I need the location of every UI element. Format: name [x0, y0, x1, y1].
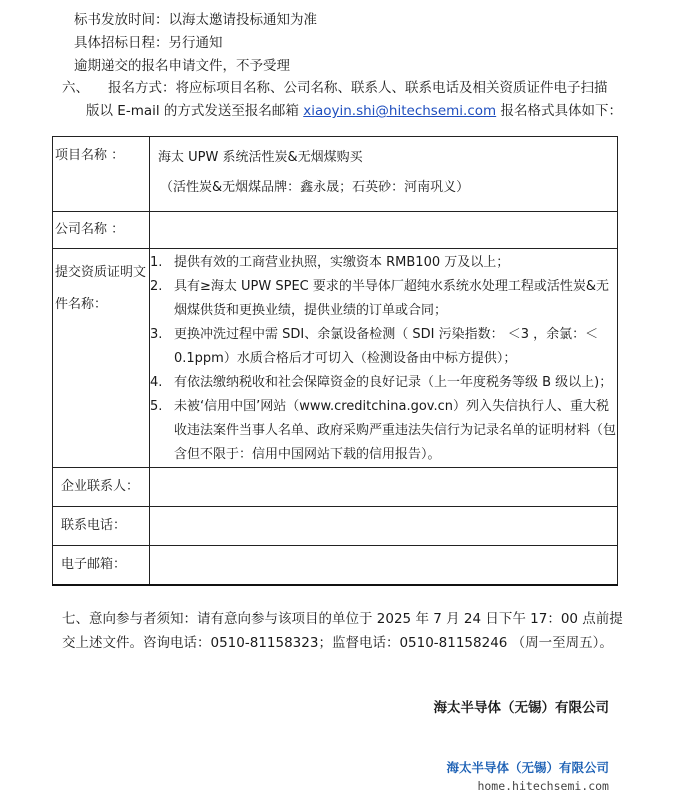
- requirement-item: 4. 有依法缴纳税收和社会保障资金的良好记录（上一年度税务等级 B 级以上)；: [150, 375, 613, 390]
- notice-line2: 交上述文件。咨询电话：0510-81158323；监督电话：0510-81158246 （周一至周五）。: [62, 635, 613, 651]
- section-6-line2-prefix: 版以 E-mail 的方式发送至报名邮箱: [86, 103, 299, 119]
- company-value-field[interactable]: [150, 212, 618, 249]
- documents-label: 提交资质证明文件名称：: [55, 265, 147, 312]
- registration-email-link[interactable]: xiaoyin.shi@hitechsemi.com: [303, 103, 497, 119]
- phone-label-cell: [53, 507, 150, 546]
- footer-website[interactable]: home.hitechsemi.com: [477, 779, 609, 793]
- section-6-number: 六、: [62, 80, 89, 96]
- form-row-email: [53, 546, 618, 586]
- form-row-documents: [53, 249, 618, 468]
- documents-label-cell: [53, 249, 150, 468]
- footer-company-name: 海太半导体（无锡）有限公司: [446, 760, 609, 775]
- project-label: 项目名称 ：: [55, 148, 125, 163]
- form-row-phone: [53, 507, 618, 546]
- email-value-field[interactable]: [150, 546, 618, 586]
- form-row-contact: [53, 468, 618, 507]
- contact-label: 企业联系人：: [61, 479, 140, 494]
- requirement-item: 3. 更换冲洗过程中需 SDI、余氯设备检测（ SDI 污染指数： ＜3 ，余氯：＜0.1ppm）水质合格后才可切入（检测设备由中标方提供）；: [150, 327, 599, 366]
- notice-line1: 七、意向参与者须知：请有意向参与该项目的单位于 2025 年 7 月 24 日下午 17：00 点前提: [62, 611, 623, 627]
- form-row-company: [53, 212, 618, 249]
- project-brand-note: （活性炭&无烟煤品牌：鑫永晟；石英砂：河南巩义）: [160, 180, 470, 195]
- requirement-item: 2. 具有≥海太 UPW SPEC 要求的半导体厂超纯水系统水处理工程或活性炭&无烟煤供货和更换业绩，提供业绩的订单或合同；: [150, 279, 610, 318]
- section-6-line2-suffix: 报名格式具体如下：: [500, 103, 622, 119]
- intro-line-late-submission: 逾期递交的报名申请文件，不予受理: [74, 58, 290, 74]
- company-label-cell: [53, 212, 150, 249]
- documents-value-cell: [150, 249, 618, 468]
- intro-line-schedule: 具体招标日程：另行通知: [74, 35, 223, 51]
- section-6-text: 报名方式：将应标项目名称、公司名称、联系人、联系电话及相关资质证件电子扫描: [108, 80, 608, 96]
- email-label-cell: [53, 546, 150, 586]
- form-row-project: [53, 137, 618, 212]
- section-6-line2: [86, 101, 622, 121]
- intro-line-distribution-time: 标书发放时间：以海太邀请投标通知为准: [74, 12, 317, 28]
- registration-form-table: [52, 136, 618, 586]
- email-label: 电子邮箱：: [61, 557, 127, 572]
- contact-label-cell: [53, 468, 150, 507]
- requirement-item: 1. 提供有效的工商营业执照，实缴资本 RMB100 万及以上；: [150, 255, 510, 270]
- phone-label: 联系电话：: [61, 518, 127, 533]
- company-signature: 海太半导体（无锡）有限公司: [433, 700, 609, 716]
- project-label-cell: [53, 137, 150, 212]
- project-value-cell: [150, 137, 618, 212]
- requirement-item: 5. 未被‘信用中国’网站（www.creditchina.gov.cn）列入失信执行人、重大税收违法案件当事人名单、政府采购严重违法失信行为记录名单的证明材料（包含但不限于：信用中国网站下载的信用报告）。: [150, 399, 617, 462]
- requirements-list: [150, 249, 617, 467]
- contact-value-field[interactable]: [150, 468, 618, 507]
- phone-value-field[interactable]: [150, 507, 618, 546]
- company-label: 公司名称 ：: [55, 222, 125, 237]
- project-value: 海太 UPW 系统活性炭&无烟煤购买: [158, 150, 363, 165]
